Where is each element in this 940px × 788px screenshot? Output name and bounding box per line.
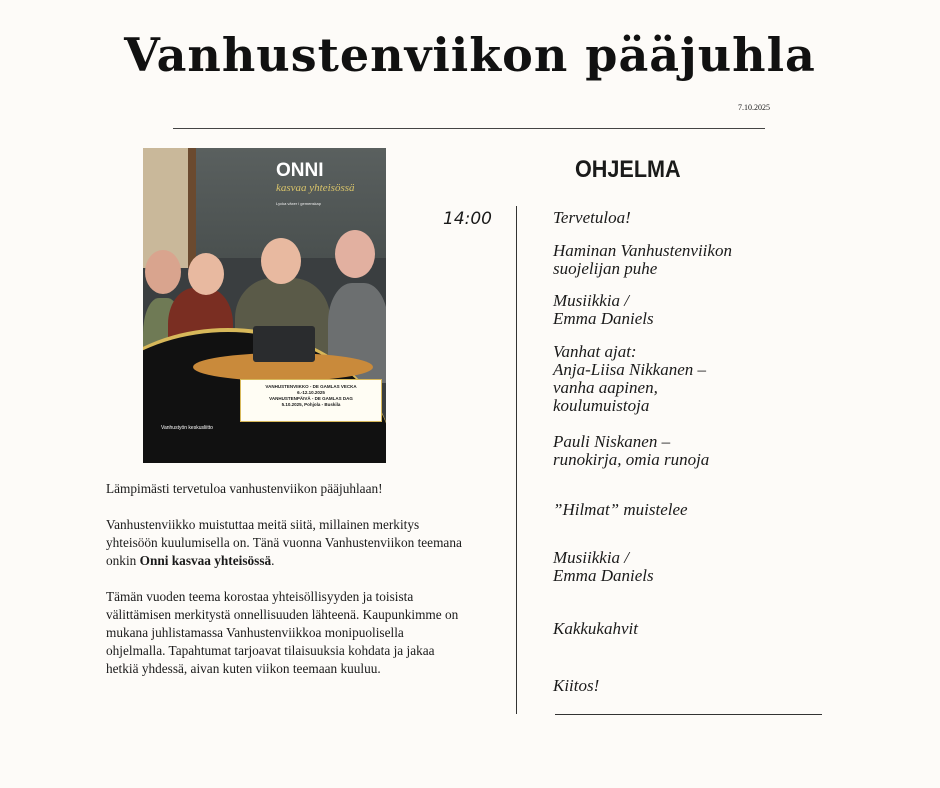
intro-paragraph: Vanhustenviikko muistuttaa meitä siitä, millainen merkitys yhteisöön kuulumisella on. Tänä vuonna Vanhustenviikon teemana onkin Onni kasvaa yhteisössä. — [106, 517, 462, 568]
page-title: Vanhustenviikon pääjuhla — [124, 28, 816, 82]
timeline-line — [516, 206, 517, 714]
poster-tablet — [253, 326, 315, 362]
intro-paragraph: Tämän vuoden teema korostaa yhteisöllisyyden ja toisista välittämisen merkitystä onnellisuuden lähteenä. Kaupunkimme on mukana juhlistamassa Vanhustenviikkoa monipuolisella ohjelmalla. Tapahtumat tarjoavat tilaisuuksia kohdata ja jakaa hetkiä yhdessä, aivan kuten viikon teemaan kuuluu. — [106, 589, 459, 676]
program-item: Vanhat ajat: Anja-Liisa Nikkanen – vanha aapinen, koulumuistoja — [553, 342, 706, 415]
date: 7.10.2025 — [738, 103, 770, 112]
program-item: Tervetuloa! — [553, 208, 631, 227]
program-item: Kakkukahvit — [553, 619, 638, 638]
intro-text — [106, 480, 466, 696]
poster-image — [143, 148, 386, 463]
poster-tagline: kasvaa yhteisössä — [276, 182, 355, 194]
program-item: Haminan Vanhustenviikon suojelijan puhe — [553, 241, 732, 278]
divider — [173, 128, 765, 129]
program-item: Pauli Niskanen – runokirja, omia runoja — [553, 432, 710, 469]
program-item: Musiikkia / Emma Daniels — [553, 291, 654, 328]
poster-subline: Lycka växer i gemenskap — [276, 201, 321, 206]
program-heading: OHJELMA — [575, 156, 681, 183]
poster-logo: Vanhustyön keskusliitto — [161, 425, 213, 431]
divider — [555, 714, 822, 715]
program-item: ”Hilmat” muistelee — [553, 500, 688, 519]
program-item: Kiitos! — [553, 676, 600, 695]
program-item: Musiikkia / Emma Daniels — [553, 548, 654, 585]
poster-headline: ONNI — [276, 160, 324, 181]
intro-paragraph: Lämpimästi tervetuloa vanhustenviikon pääjuhlaan! — [106, 481, 383, 496]
poster-date-box: VANHUSTENVIIKKO - DE GAMLAS VECKA 6.-12.10.2025 VANHUSTENPÄIVÄ - DE GAMLAS DAG 5.10.2025, Pohjola - Buskila — [240, 379, 382, 422]
program-time: 14:00 — [443, 209, 492, 229]
